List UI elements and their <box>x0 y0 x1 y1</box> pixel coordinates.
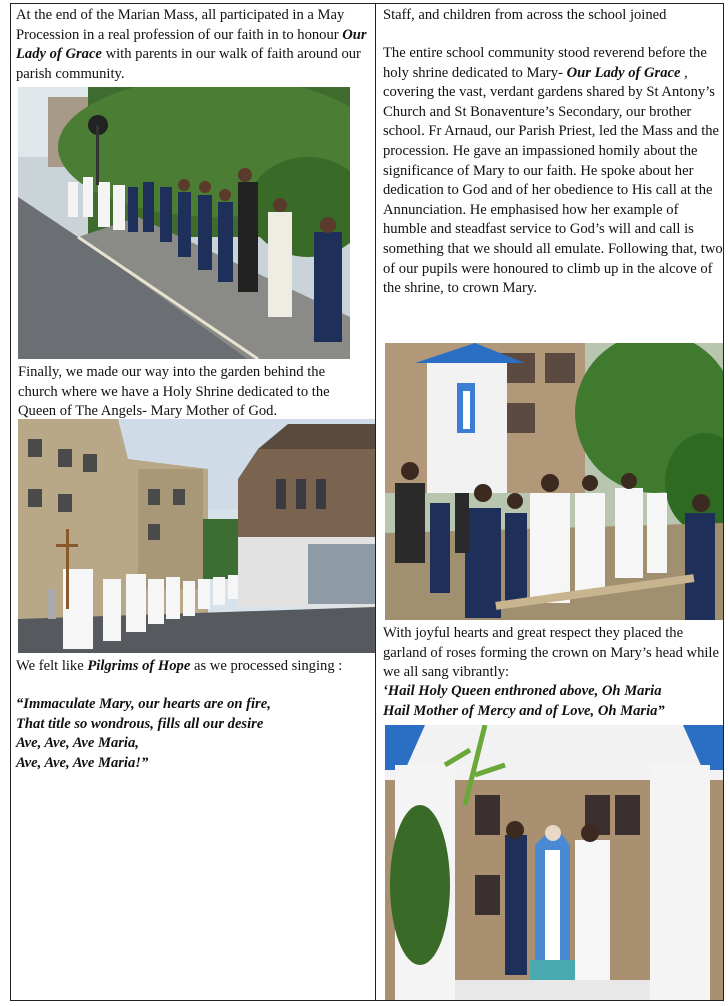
right-p3: With joyful hearts and great respect they placed the garland of roses forming the crown on Mary’s head while we all sang vibrantly: <box>383 625 719 681</box>
left-paragraph-3 <box>16 657 366 677</box>
left-p3-pre: We felt like <box>16 658 88 674</box>
right-p1: Staff, and children from across the school joined <box>383 7 667 23</box>
left-paragraph-2 <box>18 363 368 422</box>
right-p2-post: , covering the vast, verdant gardens shared by St Antony’s Church and St Bonaventure’s Secondary, our brother school. Fr Arnaud, our Parish Priest, led the Mass and the procession. He gave an impassioned homily about the significance of Mary to our faith. He spoke about her dedication to God and of her obedience to His call at the Annunciation. He emphasised how her example of humble and steadfast service to God’s will and call is something that we should all emulate. Following that, two of our pupils were honoured to climb up in the alcove of the shrine, to crown Mary. <box>383 64 723 297</box>
left-p3-bold: Pilgrims of Hope <box>87 658 191 674</box>
left-hymn <box>16 695 368 773</box>
right-hymn <box>383 682 723 721</box>
left-p1-post: with parents in our walk of faith around our parish community. <box>16 46 361 82</box>
left-hymn-line-3: Ave, Ave, Ave Maria, <box>16 735 139 752</box>
left-p3-post: as we processed singing : <box>190 658 343 674</box>
left-p1-pre: At the end of the Marian Mass, all participated in a May Procession in a real profession of our faith in to honour <box>16 7 345 43</box>
left-p1-bold: Our Lady of Grace <box>16 26 367 63</box>
procession-street-photo <box>18 87 350 359</box>
right-p2-bold: Our Lady of Grace <box>566 64 681 81</box>
left-hymn-line-1: “Immaculate Mary, our hearts are on fire, <box>16 696 271 712</box>
left-hymn-line-2: That title so wondrous, fills all our desire <box>16 715 264 732</box>
left-p2: Finally, we made our way into the garden behind the church where we have a Holy Shrine dedicated to the Queen of The Angels- Mary Mother of God. <box>18 364 330 420</box>
procession-church-garden-photo <box>18 419 375 653</box>
right-paragraph-1 <box>383 6 721 26</box>
right-paragraph-3 <box>383 624 723 683</box>
shrine-gathering-photo <box>385 343 723 620</box>
crowning-statue-photo <box>385 725 723 1000</box>
right-hymn-line-1: ‘Hail Holy Queen enthroned above, Oh Maria <box>383 683 662 699</box>
left-hymn-line-4: Ave, Ave, Ave Maria!” <box>16 754 149 771</box>
left-paragraph-1 <box>16 6 368 84</box>
column-divider <box>375 3 376 1001</box>
right-paragraph-2 <box>383 44 723 299</box>
right-p2-pre: The entire school community stood reverend before the holy shrine dedicated to Mary- <box>383 45 707 81</box>
right-hymn-line-2: Hail Mother of Mercy and of Love, Oh Maria” <box>383 702 665 719</box>
